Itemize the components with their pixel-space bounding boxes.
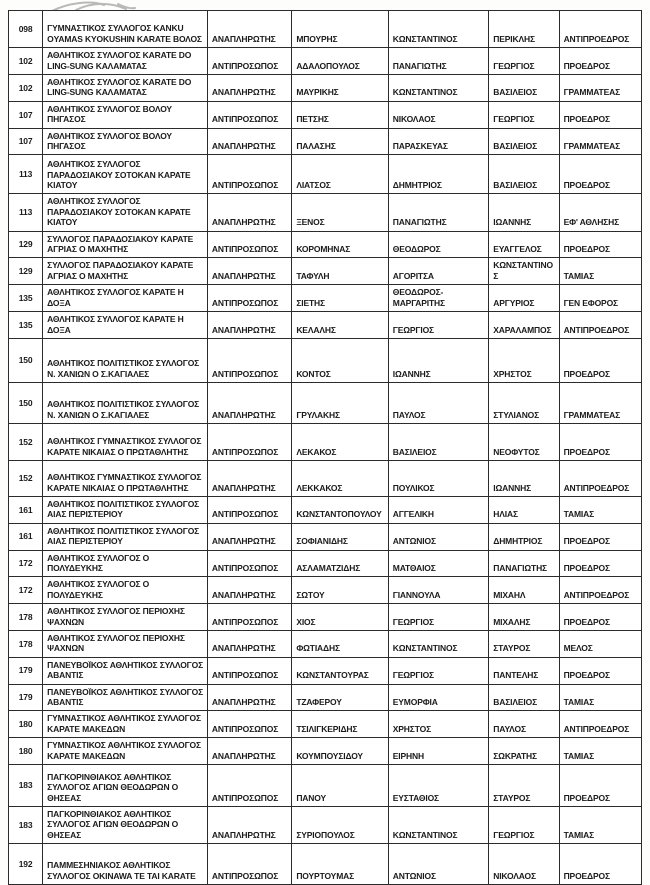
first-name: ΕΥΜΟΡΦΙΑ bbox=[388, 684, 488, 711]
table-row bbox=[9, 194, 642, 231]
registration-number: 107 bbox=[9, 128, 43, 155]
clubs-representatives-table bbox=[8, 10, 642, 885]
surname: ΜΑΥΡΙΚΗΣ bbox=[292, 75, 388, 102]
club-name: ΓΥΜΝΑΣΤΙΚΟΣ ΣΥΛΛΟΓΟΣ KANKU OYAMAS KYOKUSHIN KARATE ΒΟΛΟΣ bbox=[43, 11, 208, 48]
capacity: ΑΝΑΠΛΗΡΩΤΗΣ bbox=[207, 258, 291, 285]
fathers-name: ΓΕΩΡΓΙΟΣ bbox=[489, 48, 559, 75]
table-row bbox=[9, 423, 642, 460]
club-name: ΠΑΝΕΥΒΟΪΚΟΣ ΑΘΛΗΤΙΚΟΣ ΣΥΛΛΟΓΟΣ ΑΒΑΝΤΙΣ bbox=[43, 684, 208, 711]
board-position: ΑΝΤΙΠΡΟΕΔΡΟΣ bbox=[559, 11, 641, 48]
capacity: ΑΝΑΠΛΗΡΩΤΗΣ bbox=[207, 630, 291, 657]
surname: ΑΣΛΑΜΑΤΖΙΔΗΣ bbox=[292, 550, 388, 577]
first-name: ΧΡΗΣΤΟΣ bbox=[388, 711, 488, 738]
first-name: ΠΑΡΑΣΚΕΥΑΣ bbox=[388, 128, 488, 155]
table-row bbox=[9, 460, 642, 496]
table-row bbox=[9, 844, 642, 885]
club-name: ΣΥΛΛΟΓΟΣ ΠΑΡΑΔΟΣΙΑΚΟΥ ΚΑΡΑΤΕ ΑΓΡΙΑΣ Ο ΜΑΧΗΤΗΣ bbox=[43, 258, 208, 285]
capacity: ΑΝΤΙΠΡΟΣΩΠΟΣ bbox=[207, 285, 291, 312]
surname: ΤΣΙΛΙΓΚΕΡΙΔΗΣ bbox=[292, 711, 388, 738]
board-position: ΤΑΜΙΑΣ bbox=[559, 258, 641, 285]
fathers-name: ΒΑΣΙΛΕΙΟΣ bbox=[489, 128, 559, 155]
registration-number: 192 bbox=[9, 844, 43, 885]
surname: ΚΩΝΣΤΑΝΤΟΥΡΑΣ bbox=[292, 657, 388, 684]
club-name: ΓΥΜΝΑΣΤΙΚΟΣ ΑΘΛΗΤΙΚΟΣ ΣΥΛΛΟΓΟΣ ΚΑΡΑΤΕ ΜΑΚΕΔΩΝ bbox=[43, 738, 208, 765]
board-position: ΠΡΟΕΔΡΟΣ bbox=[559, 338, 641, 382]
club-name: ΑΘΛΗΤΙΚΟΣ ΠΟΛΙΤΙΣΤΙΚΟΣ ΣΥΛΛΟΓΟΣ Ν. ΧΑΝΙΩΝ Ο Σ.ΚΑΓΙΑΛΕΣ bbox=[43, 382, 208, 423]
first-name: ΚΩΝΣΤΑΝΤΙΝΟΣ bbox=[388, 807, 488, 844]
fathers-name: ΠΑΝΤΕΛΗΣ bbox=[489, 657, 559, 684]
table-row bbox=[9, 128, 642, 155]
surname: ΣΥΡΙΟΠΟΥΛΟΣ bbox=[292, 807, 388, 844]
club-name: ΠΑΝΕΥΒΟΪΚΟΣ ΑΘΛΗΤΙΚΟΣ ΣΥΛΛΟΓΟΣ ΑΒΑΝΤΙΣ bbox=[43, 657, 208, 684]
surname: ΚΟΝΤΟΣ bbox=[292, 338, 388, 382]
registration-number: 102 bbox=[9, 48, 43, 75]
first-name: ΠΑΥΛΟΣ bbox=[388, 382, 488, 423]
first-name: ΓΕΩΡΓΙΟΣ bbox=[388, 604, 488, 631]
club-name: ΑΘΛΗΤΙΚΟΣ ΣΥΛΛΟΓΟΣ KARATE DO LING-SUNG ΚΑΛΑΜΑΤΑΣ bbox=[43, 48, 208, 75]
table-row bbox=[9, 258, 642, 285]
registration-number: 178 bbox=[9, 630, 43, 657]
registration-number: 183 bbox=[9, 807, 43, 844]
board-position: ΤΑΜΙΑΣ bbox=[559, 738, 641, 765]
fathers-name: ΒΑΣΙΛΕΙΟΣ bbox=[489, 75, 559, 102]
board-position: ΑΝΤΙΠΡΟΕΔΡΟΣ bbox=[559, 577, 641, 604]
fathers-name: ΜΙΧΑΗΛ bbox=[489, 577, 559, 604]
registration-number: 113 bbox=[9, 194, 43, 231]
registration-number: 150 bbox=[9, 338, 43, 382]
capacity: ΑΝΤΙΠΡΟΣΩΠΟΣ bbox=[207, 711, 291, 738]
fathers-name: ΒΑΣΙΛΕΙΟΣ bbox=[489, 155, 559, 194]
first-name: ΘΕΟΔΩΡΟΣ bbox=[388, 231, 488, 258]
table-row bbox=[9, 550, 642, 577]
registration-number: 135 bbox=[9, 312, 43, 339]
fathers-name: ΙΩΑΝΝΗΣ bbox=[489, 460, 559, 496]
capacity: ΑΝΑΠΛΗΡΩΤΗΣ bbox=[207, 75, 291, 102]
board-position: ΜΕΛΟΣ bbox=[559, 630, 641, 657]
registration-number: 161 bbox=[9, 496, 43, 523]
registration-number: 183 bbox=[9, 765, 43, 807]
table-row bbox=[9, 285, 642, 312]
registration-number: 179 bbox=[9, 657, 43, 684]
table-row bbox=[9, 496, 642, 523]
club-name: ΑΘΛΗΤΙΚΟΣ ΣΥΛΛΟΓΟΣ ΠΕΡΙΟΧΗΣ ΨΑΧΝΩΝ bbox=[43, 604, 208, 631]
surname: ΤΖΑΦΕΡΟΥ bbox=[292, 684, 388, 711]
first-name: ΚΩΝΣΤΑΝΤΙΝΟΣ bbox=[388, 630, 488, 657]
fathers-name: ΠΑΝΑΓΙΩΤΗΣ bbox=[489, 550, 559, 577]
table-row bbox=[9, 312, 642, 339]
board-position: ΠΡΟΕΔΡΟΣ bbox=[559, 423, 641, 460]
club-name: ΑΘΛΗΤΙΚΟΣ ΓΥΜΝΑΣΤΙΚΟΣ ΣΥΛΛΟΓΟΣ ΚΑΡΑΤΕ ΝΙΚΑΙΑΣ Ο ΠΡΩΤΑΘΛΗΤΗΣ bbox=[43, 460, 208, 496]
club-name: ΓΥΜΝΑΣΤΙΚΟΣ ΑΘΛΗΤΙΚΟΣ ΣΥΛΛΟΓΟΣ ΚΑΡΑΤΕ ΜΑΚΕΔΩΝ bbox=[43, 711, 208, 738]
first-name: ΝΙΚΟΛΑΟΣ bbox=[388, 101, 488, 128]
first-name: ΠΑΝΑΓΙΩΤΗΣ bbox=[388, 48, 488, 75]
table-row bbox=[9, 657, 642, 684]
first-name: ΙΩΑΝΝΗΣ bbox=[388, 338, 488, 382]
first-name: ΠΑΝΑΓΙΩΤΗΣ bbox=[388, 194, 488, 231]
registration-number: 150 bbox=[9, 382, 43, 423]
board-position: ΠΡΟΕΔΡΟΣ bbox=[559, 48, 641, 75]
club-name: ΑΘΛΗΤΙΚΟΣ ΣΥΛΛΟΓΟΣ Ο ΠΟΛΥΔΕΥΚΗΣ bbox=[43, 550, 208, 577]
table-row bbox=[9, 523, 642, 550]
capacity: ΑΝΤΙΠΡΟΣΩΠΟΣ bbox=[207, 338, 291, 382]
fathers-name: ΗΛΙΑΣ bbox=[489, 496, 559, 523]
registration-number: 172 bbox=[9, 550, 43, 577]
surname: ΧΙΟΣ bbox=[292, 604, 388, 631]
surname: ΚΟΡΟΜΗΝΑΣ bbox=[292, 231, 388, 258]
registration-number: 129 bbox=[9, 258, 43, 285]
fathers-name: ΠΑΥΛΟΣ bbox=[489, 711, 559, 738]
fathers-name: ΧΡΗΣΤΟΣ bbox=[489, 338, 559, 382]
table-row bbox=[9, 630, 642, 657]
table-row bbox=[9, 155, 642, 194]
first-name: ΚΩΝΣΤΑΝΤΙΝΟΣ bbox=[388, 75, 488, 102]
fathers-name: ΠΕΡΙΚΛΗΣ bbox=[489, 11, 559, 48]
table-row bbox=[9, 738, 642, 765]
capacity: ΑΝΤΙΠΡΟΣΩΠΟΣ bbox=[207, 550, 291, 577]
surname: ΠΑΛΑΣΗΣ bbox=[292, 128, 388, 155]
capacity: ΑΝΑΠΛΗΡΩΤΗΣ bbox=[207, 738, 291, 765]
table-row bbox=[9, 382, 642, 423]
registration-number: 098 bbox=[9, 11, 43, 48]
fathers-name: ΒΑΣΙΛΕΙΟΣ bbox=[489, 684, 559, 711]
fathers-name: ΝΕΟΦΥΤΟΣ bbox=[489, 423, 559, 460]
table-row bbox=[9, 604, 642, 631]
table-row bbox=[9, 684, 642, 711]
capacity: ΑΝΑΠΛΗΡΩΤΗΣ bbox=[207, 684, 291, 711]
club-name: ΑΘΛΗΤΙΚΟΣ ΣΥΛΛΟΓΟΣ ΚΑΡΑΤΕ Η ΔΟΞΑ bbox=[43, 312, 208, 339]
capacity: ΑΝΤΙΠΡΟΣΩΠΟΣ bbox=[207, 423, 291, 460]
board-position: ΠΡΟΕΔΡΟΣ bbox=[559, 657, 641, 684]
board-position: ΓΕΝ ΕΦΟΡΟΣ bbox=[559, 285, 641, 312]
club-name: ΠΑΓΚΟΡΙΝΘΙΑΚΟΣ ΑΘΛΗΤΙΚΟΣ ΣΥΛΛΟΓΟΣ ΑΓΙΩΝ ΘΕΟΔΩΡΩΝ Ο ΘΗΣΕΑΣ bbox=[43, 765, 208, 807]
surname: ΠΟΥΡΤΟΥΜΑΣ bbox=[292, 844, 388, 885]
registration-number: 129 bbox=[9, 231, 43, 258]
registration-number: 172 bbox=[9, 577, 43, 604]
board-position: ΑΝΤΙΠΡΟΕΔΡΟΣ bbox=[559, 711, 641, 738]
first-name: ΜΑΤΘΑΙΟΣ bbox=[388, 550, 488, 577]
capacity: ΑΝΤΙΠΡΟΣΩΠΟΣ bbox=[207, 657, 291, 684]
first-name: ΓΕΩΡΓΙΟΣ bbox=[388, 657, 488, 684]
board-position: ΠΡΟΕΔΡΟΣ bbox=[559, 101, 641, 128]
fathers-name: ΝΙΚΟΛΑΟΣ bbox=[489, 844, 559, 885]
registration-number: 102 bbox=[9, 75, 43, 102]
table-row bbox=[9, 577, 642, 604]
first-name: ΑΝΤΩΝΙΟΣ bbox=[388, 844, 488, 885]
club-name: ΑΘΛΗΤΙΚΟΣ ΣΥΛΛΟΓΟΣ ΠΑΡΑΔΟΣΙΑΚΟΥ ΣΟΤΟΚΑΝ ΚΑΡΑΤΕ ΚΙΑΤΟΥ bbox=[43, 194, 208, 231]
board-position: ΠΡΟΕΔΡΟΣ bbox=[559, 765, 641, 807]
first-name: ΓΙΑΝΝΟΥΛΑ bbox=[388, 577, 488, 604]
registration-number: 152 bbox=[9, 460, 43, 496]
surname: ΚΕΛΑΛΗΣ bbox=[292, 312, 388, 339]
table-row bbox=[9, 231, 642, 258]
registration-number: 179 bbox=[9, 684, 43, 711]
first-name: ΑΓΟΡΙΤΣΑ bbox=[388, 258, 488, 285]
surname: ΛΕΚΑΚΟΣ bbox=[292, 423, 388, 460]
capacity: ΑΝΤΙΠΡΟΣΩΠΟΣ bbox=[207, 155, 291, 194]
surname: ΜΠΟΥΡΗΣ bbox=[292, 11, 388, 48]
club-name: ΣΥΛΛΟΓΟΣ ΠΑΡΑΔΟΣΙΑΚΟΥ ΚΑΡΑΤΕ ΑΓΡΙΑΣ Ο ΜΑΧΗΤΗΣ bbox=[43, 231, 208, 258]
capacity: ΑΝΑΠΛΗΡΩΤΗΣ bbox=[207, 11, 291, 48]
fathers-name: ΧΑΡΑΛΑΜΠΟΣ bbox=[489, 312, 559, 339]
table-row bbox=[9, 101, 642, 128]
capacity: ΑΝΤΙΠΡΟΣΩΠΟΣ bbox=[207, 231, 291, 258]
first-name: ΓΕΩΡΓΙΟΣ bbox=[388, 312, 488, 339]
board-position: ΑΝΤΙΠΡΟΕΔΡΟΣ bbox=[559, 460, 641, 496]
fathers-name: ΣΤΥΛΙΑΝΟΣ bbox=[489, 382, 559, 423]
fathers-name: ΑΡΓΥΡΙΟΣ bbox=[489, 285, 559, 312]
first-name: ΑΝΤΩΝΙΟΣ bbox=[388, 523, 488, 550]
surname: ΣΟΦΙΑΝΙΔΗΣ bbox=[292, 523, 388, 550]
registration-number: 180 bbox=[9, 711, 43, 738]
capacity: ΑΝΑΠΛΗΡΩΤΗΣ bbox=[207, 460, 291, 496]
board-position: ΤΑΜΙΑΣ bbox=[559, 684, 641, 711]
table-body bbox=[9, 11, 642, 885]
table-row bbox=[9, 765, 642, 807]
capacity: ΑΝΑΠΛΗΡΩΤΗΣ bbox=[207, 194, 291, 231]
surname: ΞΕΝΟΣ bbox=[292, 194, 388, 231]
registration-number: 113 bbox=[9, 155, 43, 194]
first-name: ΒΑΣΙΛΕΙΟΣ bbox=[388, 423, 488, 460]
surname: ΤΑΦΥΛΗ bbox=[292, 258, 388, 285]
registration-number: 152 bbox=[9, 423, 43, 460]
surname: ΛΕΚΚΑΚΟΣ bbox=[292, 460, 388, 496]
first-name: ΠΟΥΛΙΚΟΣ bbox=[388, 460, 488, 496]
club-name: ΠΑΜΜΕΣΗΝΙΑΚΟΣ ΑΘΛΗΤΙΚΟΣ ΣΥΛΛΟΓΟΣ OKINAWA TE TAI KARATE bbox=[43, 844, 208, 885]
first-name: ΚΩΝΣΤΑΝΤΙΝΟΣ bbox=[388, 11, 488, 48]
club-name: ΠΑΓΚΟΡΙΝΘΙΑΚΟΣ ΑΘΛΗΤΙΚΟΣ ΣΥΛΛΟΓΟΣ ΑΓΙΩΝ ΘΕΟΔΩΡΩΝ Ο ΘΗΣΕΑΣ bbox=[43, 807, 208, 844]
capacity: ΑΝΑΠΛΗΡΩΤΗΣ bbox=[207, 523, 291, 550]
table-row bbox=[9, 48, 642, 75]
fathers-name: ΓΕΩΡΓΙΟΣ bbox=[489, 101, 559, 128]
board-position: ΠΡΟΕΔΡΟΣ bbox=[559, 550, 641, 577]
surname: ΓΡΥΛΑΚΗΣ bbox=[292, 382, 388, 423]
first-name: ΕΥΣΤΑΘΙΟΣ bbox=[388, 765, 488, 807]
fathers-name: ΣΤΑΥΡΟΣ bbox=[489, 630, 559, 657]
registration-number: 180 bbox=[9, 738, 43, 765]
surname: ΣΙΕΤΗΣ bbox=[292, 285, 388, 312]
club-name: ΑΘΛΗΤΙΚΟΣ ΣΥΛΛΟΓΟΣ ΒΟΛΟΥ ΠΗΓΑΣΟΣ bbox=[43, 128, 208, 155]
club-name: ΑΘΛΗΤΙΚΟΣ ΠΟΛΙΤΙΣΤΙΚΟΣ ΣΥΛΛΟΓΟΣ ΑΙΑΣ ΠΕΡΙΣΤΕΡΙΟΥ bbox=[43, 523, 208, 550]
capacity: ΑΝΑΠΛΗΡΩΤΗΣ bbox=[207, 807, 291, 844]
club-name: ΑΘΛΗΤΙΚΟΣ ΣΥΛΛΟΓΟΣ KARATE DO LING-SUNG ΚΑΛΑΜΑΤΑΣ bbox=[43, 75, 208, 102]
table-row bbox=[9, 338, 642, 382]
capacity: ΑΝΑΠΛΗΡΩΤΗΣ bbox=[207, 577, 291, 604]
registration-number: 178 bbox=[9, 604, 43, 631]
fathers-name: ΚΩΝΣΤΑΝΤΙΝΟΣ bbox=[489, 258, 559, 285]
club-name: ΑΘΛΗΤΙΚΟΣ ΣΥΛΛΟΓΟΣ ΚΑΡΑΤΕ Η ΔΟΞΑ bbox=[43, 285, 208, 312]
registration-number: 135 bbox=[9, 285, 43, 312]
table-row bbox=[9, 11, 642, 48]
registration-number: 161 bbox=[9, 523, 43, 550]
club-name: ΑΘΛΗΤΙΚΟΣ ΠΟΛΙΤΙΣΤΙΚΟΣ ΣΥΛΛΟΓΟΣ ΑΙΑΣ ΠΕΡΙΣΤΕΡΙΟΥ bbox=[43, 496, 208, 523]
club-name: ΑΘΛΗΤΙΚΟΣ ΣΥΛΛΟΓΟΣ ΒΟΛΟΥ ΠΗΓΑΣΟΣ bbox=[43, 101, 208, 128]
club-name: ΑΘΛΗΤΙΚΟΣ ΠΟΛΙΤΙΣΤΙΚΟΣ ΣΥΛΛΟΓΟΣ Ν. ΧΑΝΙΩΝ Ο Σ.ΚΑΓΙΑΛΕΣ bbox=[43, 338, 208, 382]
fathers-name: ΔΗΜΗΤΡΙΟΣ bbox=[489, 523, 559, 550]
first-name: ΑΓΓΕΛΙΚΗ bbox=[388, 496, 488, 523]
fathers-name: ΓΕΩΡΓΙΟΣ bbox=[489, 807, 559, 844]
fathers-name: ΣΩΚΡΑΤΗΣ bbox=[489, 738, 559, 765]
fathers-name: ΕΥΑΓΓΕΛΟΣ bbox=[489, 231, 559, 258]
surname: ΚΩΝΣΤΑΝΤΟΠΟΥΛΟΥ bbox=[292, 496, 388, 523]
first-name: ΕΙΡΗΝΗ bbox=[388, 738, 488, 765]
first-name: ΘΕΟΔΩΡΟΣ-ΜΑΡΓΑΡΙΤΗΣ bbox=[388, 285, 488, 312]
surname: ΠΕΤΣΗΣ bbox=[292, 101, 388, 128]
fathers-name: ΣΤΑΥΡΟΣ bbox=[489, 765, 559, 807]
board-position: ΤΑΜΙΑΣ bbox=[559, 807, 641, 844]
board-position: ΠΡΟΕΔΡΟΣ bbox=[559, 155, 641, 194]
fathers-name: ΜΙΧΑΛΗΣ bbox=[489, 604, 559, 631]
board-position: ΓΡΑΜΜΑΤΕΑΣ bbox=[559, 75, 641, 102]
board-position: ΕΦ' ΑΘΛΗΣΗΣ bbox=[559, 194, 641, 231]
club-name: ΑΘΛΗΤΙΚΟΣ ΓΥΜΝΑΣΤΙΚΟΣ ΣΥΛΛΟΓΟΣ ΚΑΡΑΤΕ ΝΙΚΑΙΑΣ Ο ΠΡΩΤΑΘΛΗΤΗΣ bbox=[43, 423, 208, 460]
capacity: ΑΝΤΙΠΡΟΣΩΠΟΣ bbox=[207, 48, 291, 75]
registration-number: 107 bbox=[9, 101, 43, 128]
board-position: ΤΑΜΙΑΣ bbox=[559, 496, 641, 523]
table-row bbox=[9, 75, 642, 102]
surname: ΣΩΤΟΥ bbox=[292, 577, 388, 604]
fathers-name: ΙΩΑΝΝΗΣ bbox=[489, 194, 559, 231]
capacity: ΑΝΤΙΠΡΟΣΩΠΟΣ bbox=[207, 496, 291, 523]
capacity: ΑΝΑΠΛΗΡΩΤΗΣ bbox=[207, 382, 291, 423]
board-position: ΠΡΟΕΔΡΟΣ bbox=[559, 523, 641, 550]
capacity: ΑΝΤΙΠΡΟΣΩΠΟΣ bbox=[207, 765, 291, 807]
capacity: ΑΝΑΠΛΗΡΩΤΗΣ bbox=[207, 312, 291, 339]
capacity: ΑΝΑΠΛΗΡΩΤΗΣ bbox=[207, 128, 291, 155]
first-name: ΔΗΜΗΤΡΙΟΣ bbox=[388, 155, 488, 194]
table-row bbox=[9, 807, 642, 844]
board-position: ΓΡΑΜΜΑΤΕΑΣ bbox=[559, 128, 641, 155]
surname: ΚΟΥΜΠΟΥΣΙΔΟΥ bbox=[292, 738, 388, 765]
surname: ΛΙΑΤΣΟΣ bbox=[292, 155, 388, 194]
table-row bbox=[9, 711, 642, 738]
capacity: ΑΝΤΙΠΡΟΣΩΠΟΣ bbox=[207, 604, 291, 631]
capacity: ΑΝΤΙΠΡΟΣΩΠΟΣ bbox=[207, 101, 291, 128]
capacity: ΑΝΤΙΠΡΟΣΩΠΟΣ bbox=[207, 844, 291, 885]
surname: ΠΑΝΟΥ bbox=[292, 765, 388, 807]
club-name: ΑΘΛΗΤΙΚΟΣ ΣΥΛΛΟΓΟΣ ΠΕΡΙΟΧΗΣ ΨΑΧΝΩΝ bbox=[43, 630, 208, 657]
surname: ΑΔΑΛΟΠΟΥΛΟΣ bbox=[292, 48, 388, 75]
board-position: ΠΡΟΕΔΡΟΣ bbox=[559, 844, 641, 885]
board-position: ΑΝΤΙΠΡΟΕΔΡΟΣ bbox=[559, 312, 641, 339]
club-name: ΑΘΛΗΤΙΚΟΣ ΣΥΛΛΟΓΟΣ Ο ΠΟΛΥΔΕΥΚΗΣ bbox=[43, 577, 208, 604]
club-name: ΑΘΛΗΤΙΚΟΣ ΣΥΛΛΟΓΟΣ ΠΑΡΑΔΟΣΙΑΚΟΥ ΣΟΤΟΚΑΝ ΚΑΡΑΤΕ ΚΙΑΤΟΥ bbox=[43, 155, 208, 194]
board-position: ΓΡΑΜΜΑΤΕΑΣ bbox=[559, 382, 641, 423]
board-position: ΠΡΟΕΔΡΟΣ bbox=[559, 604, 641, 631]
surname: ΦΩΤΙΑΔΗΣ bbox=[292, 630, 388, 657]
board-position: ΠΡΟΕΔΡΟΣ bbox=[559, 231, 641, 258]
